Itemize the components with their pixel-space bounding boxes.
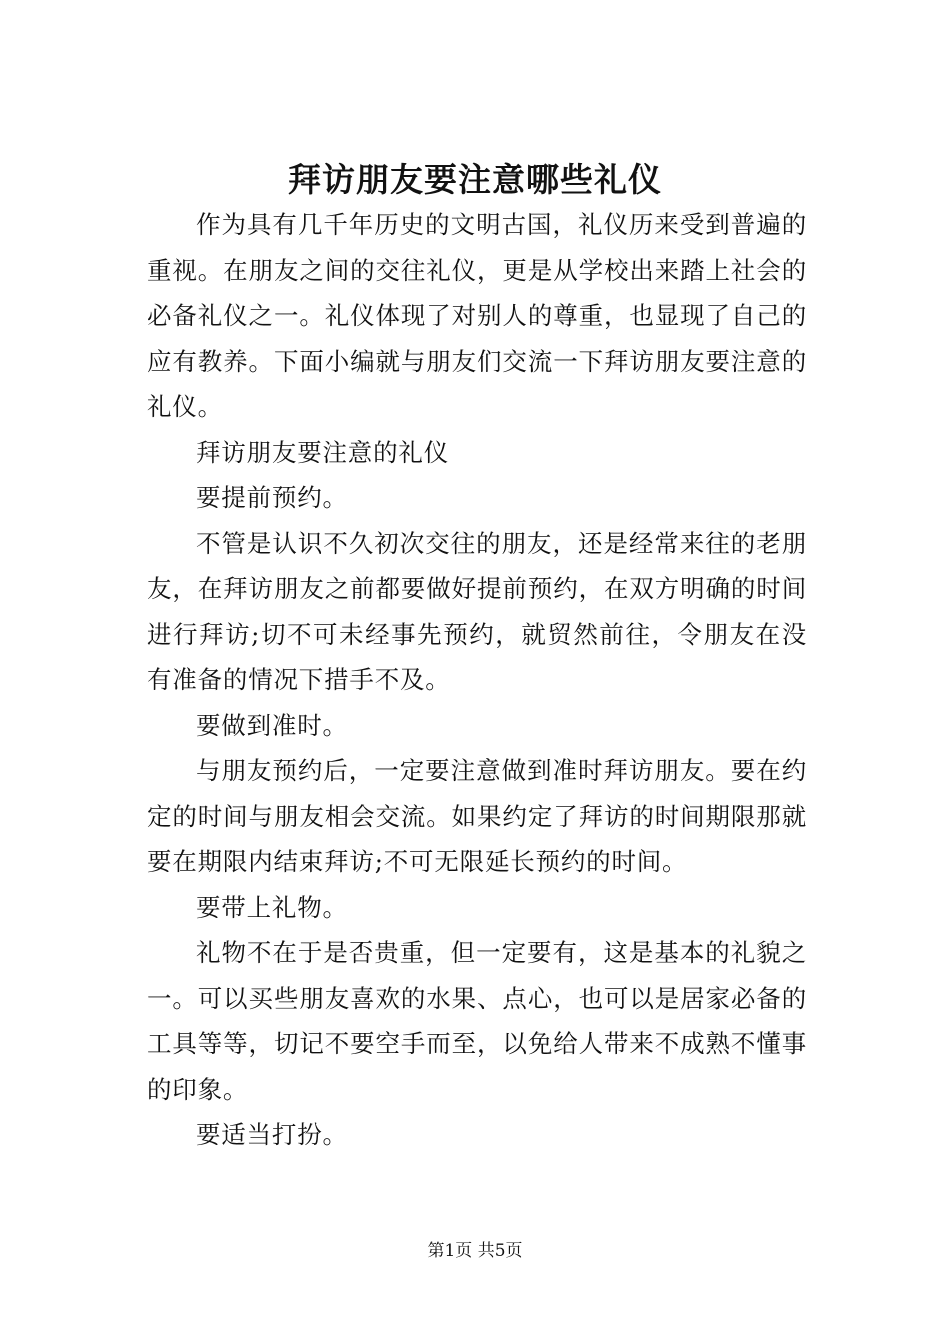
paragraph-appointment: 不管是认识不久初次交往的朋友，还是经常来往的老朋友，在拜访朋友之前都要做好提前预约，在双方明确的时间进行拜访;切不可未经事先预约，就贸然前往，令朋友在没有准备的情况下措手不及。 xyxy=(147,528,807,694)
point-heading-punctual: 要做到准时。 xyxy=(196,710,348,740)
page-number-footer: 第1页 共5页 xyxy=(427,1241,523,1261)
point-heading-appointment: 要提前预约。 xyxy=(196,483,348,512)
document-title: 拜访朋友要注意哪些礼仪 xyxy=(288,160,662,200)
paragraph-punctual: 与朋友预约后，一定要注意做到准时拜访朋友。要在约定的时间与朋友相会交流。如果约定了拜访的时间期限那就要在期限内结束拜访;不可无限延长预约的时间。 xyxy=(147,756,807,876)
point-heading-dress: 要适当打扮。 xyxy=(196,1120,348,1149)
document-body xyxy=(147,202,807,1158)
point-heading-gift: 要带上礼物。 xyxy=(196,892,348,922)
section-heading: 拜访朋友要注意的礼仪 xyxy=(196,437,449,467)
paragraph-intro: 作为具有几千年历史的文明古国，礼仪历来受到普遍的重视。在朋友之间的交往礼仪，更是从学校出来踏上社会的必备礼仪之一。礼仪体现了对别人的尊重，也显现了自己的应有教养。下面小编就与朋友们交流一下拜访朋友要注意的礼仪。 xyxy=(147,210,807,421)
paragraph-gift: 礼物不在于是否贵重，但一定要有，这是基本的礼貌之一。可以买些朋友喜欢的水果、点心，也可以是居家必备的工具等等，切记不要空手而至，以免给人带来不成熟不懂事的印象。 xyxy=(147,938,807,1104)
